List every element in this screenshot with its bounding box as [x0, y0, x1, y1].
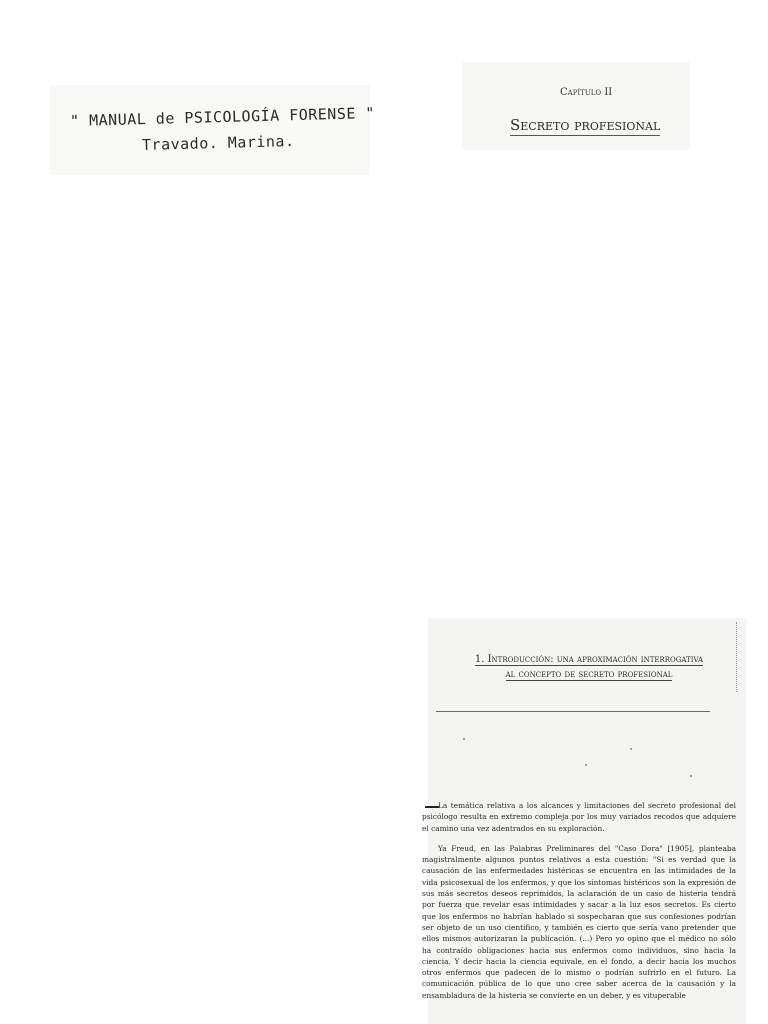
section-heading [440, 652, 738, 682]
section-heading-line1: 1. Introducción: una aproximación interrogativa [474, 654, 704, 665]
body-paragraph: Ya Freud, en las Palabras Preliminares del "Caso Dora" [1905], planteaba magistralmente algunos puntos relativos a esta cuestión: "Si es verdad que la causación de las enfermedades histéricas se encuentra en las intimidades de la vida psicosexual de los enfermos, y que los síntomas histéricos son la expresión de sus más secretos deseos reprimidos, la aclaración de un caso de histeria tendrá por fuerza que revelar esas intimidades y sacar a la luz esos secretos. Es cierto que los enfermos no habrían hablado si sospecharan que sus confesiones podrían ser objeto de un uso científico, y también es cierto que sería vano pretender que ellos mismos autorizaran la publicación. (...) Pero yo opino que el médico no sólo ha contraído obligaciones hacia sus enfermos como individuos, sino hacia la ciencia. Y decir hacia la ciencia equivale, en el fondo, a decir hacia los muchos otros enfermos que padecen de lo mismo o podrían sufrirlo en el futuro. La comunicación pública de lo que uno cree saber acerca de la causación y la ensambladura de la histeria se convierte en un deber, y es vituperable [422, 843, 736, 1000]
handwritten-author: Travado. Marina. [141, 132, 295, 154]
chapter-heading-scan [462, 62, 690, 150]
section-heading-line2: al concepto de secreto profesional [505, 669, 673, 680]
scan-speck [630, 748, 632, 750]
scan-speck [585, 764, 587, 766]
body-text [422, 800, 736, 1010]
chapter-label: Capítulo II [560, 87, 613, 98]
handwritten-note-scan [50, 85, 370, 175]
scan-speck [690, 775, 692, 777]
scan-speck [463, 738, 465, 740]
section-divider [436, 711, 710, 712]
handwritten-book-title: " MANUAL de PSICOLOGÍA FORENSE " [69, 104, 376, 130]
chapter-title: Secreto profesional [510, 116, 661, 134]
body-paragraph: La temática relativa a los alcances y limitaciones del secreto profesional del psicólogo resulta en extremo compleja por los muy variados recodos que adquiere el camino una vez adentrados en su exploración. [422, 801, 736, 833]
